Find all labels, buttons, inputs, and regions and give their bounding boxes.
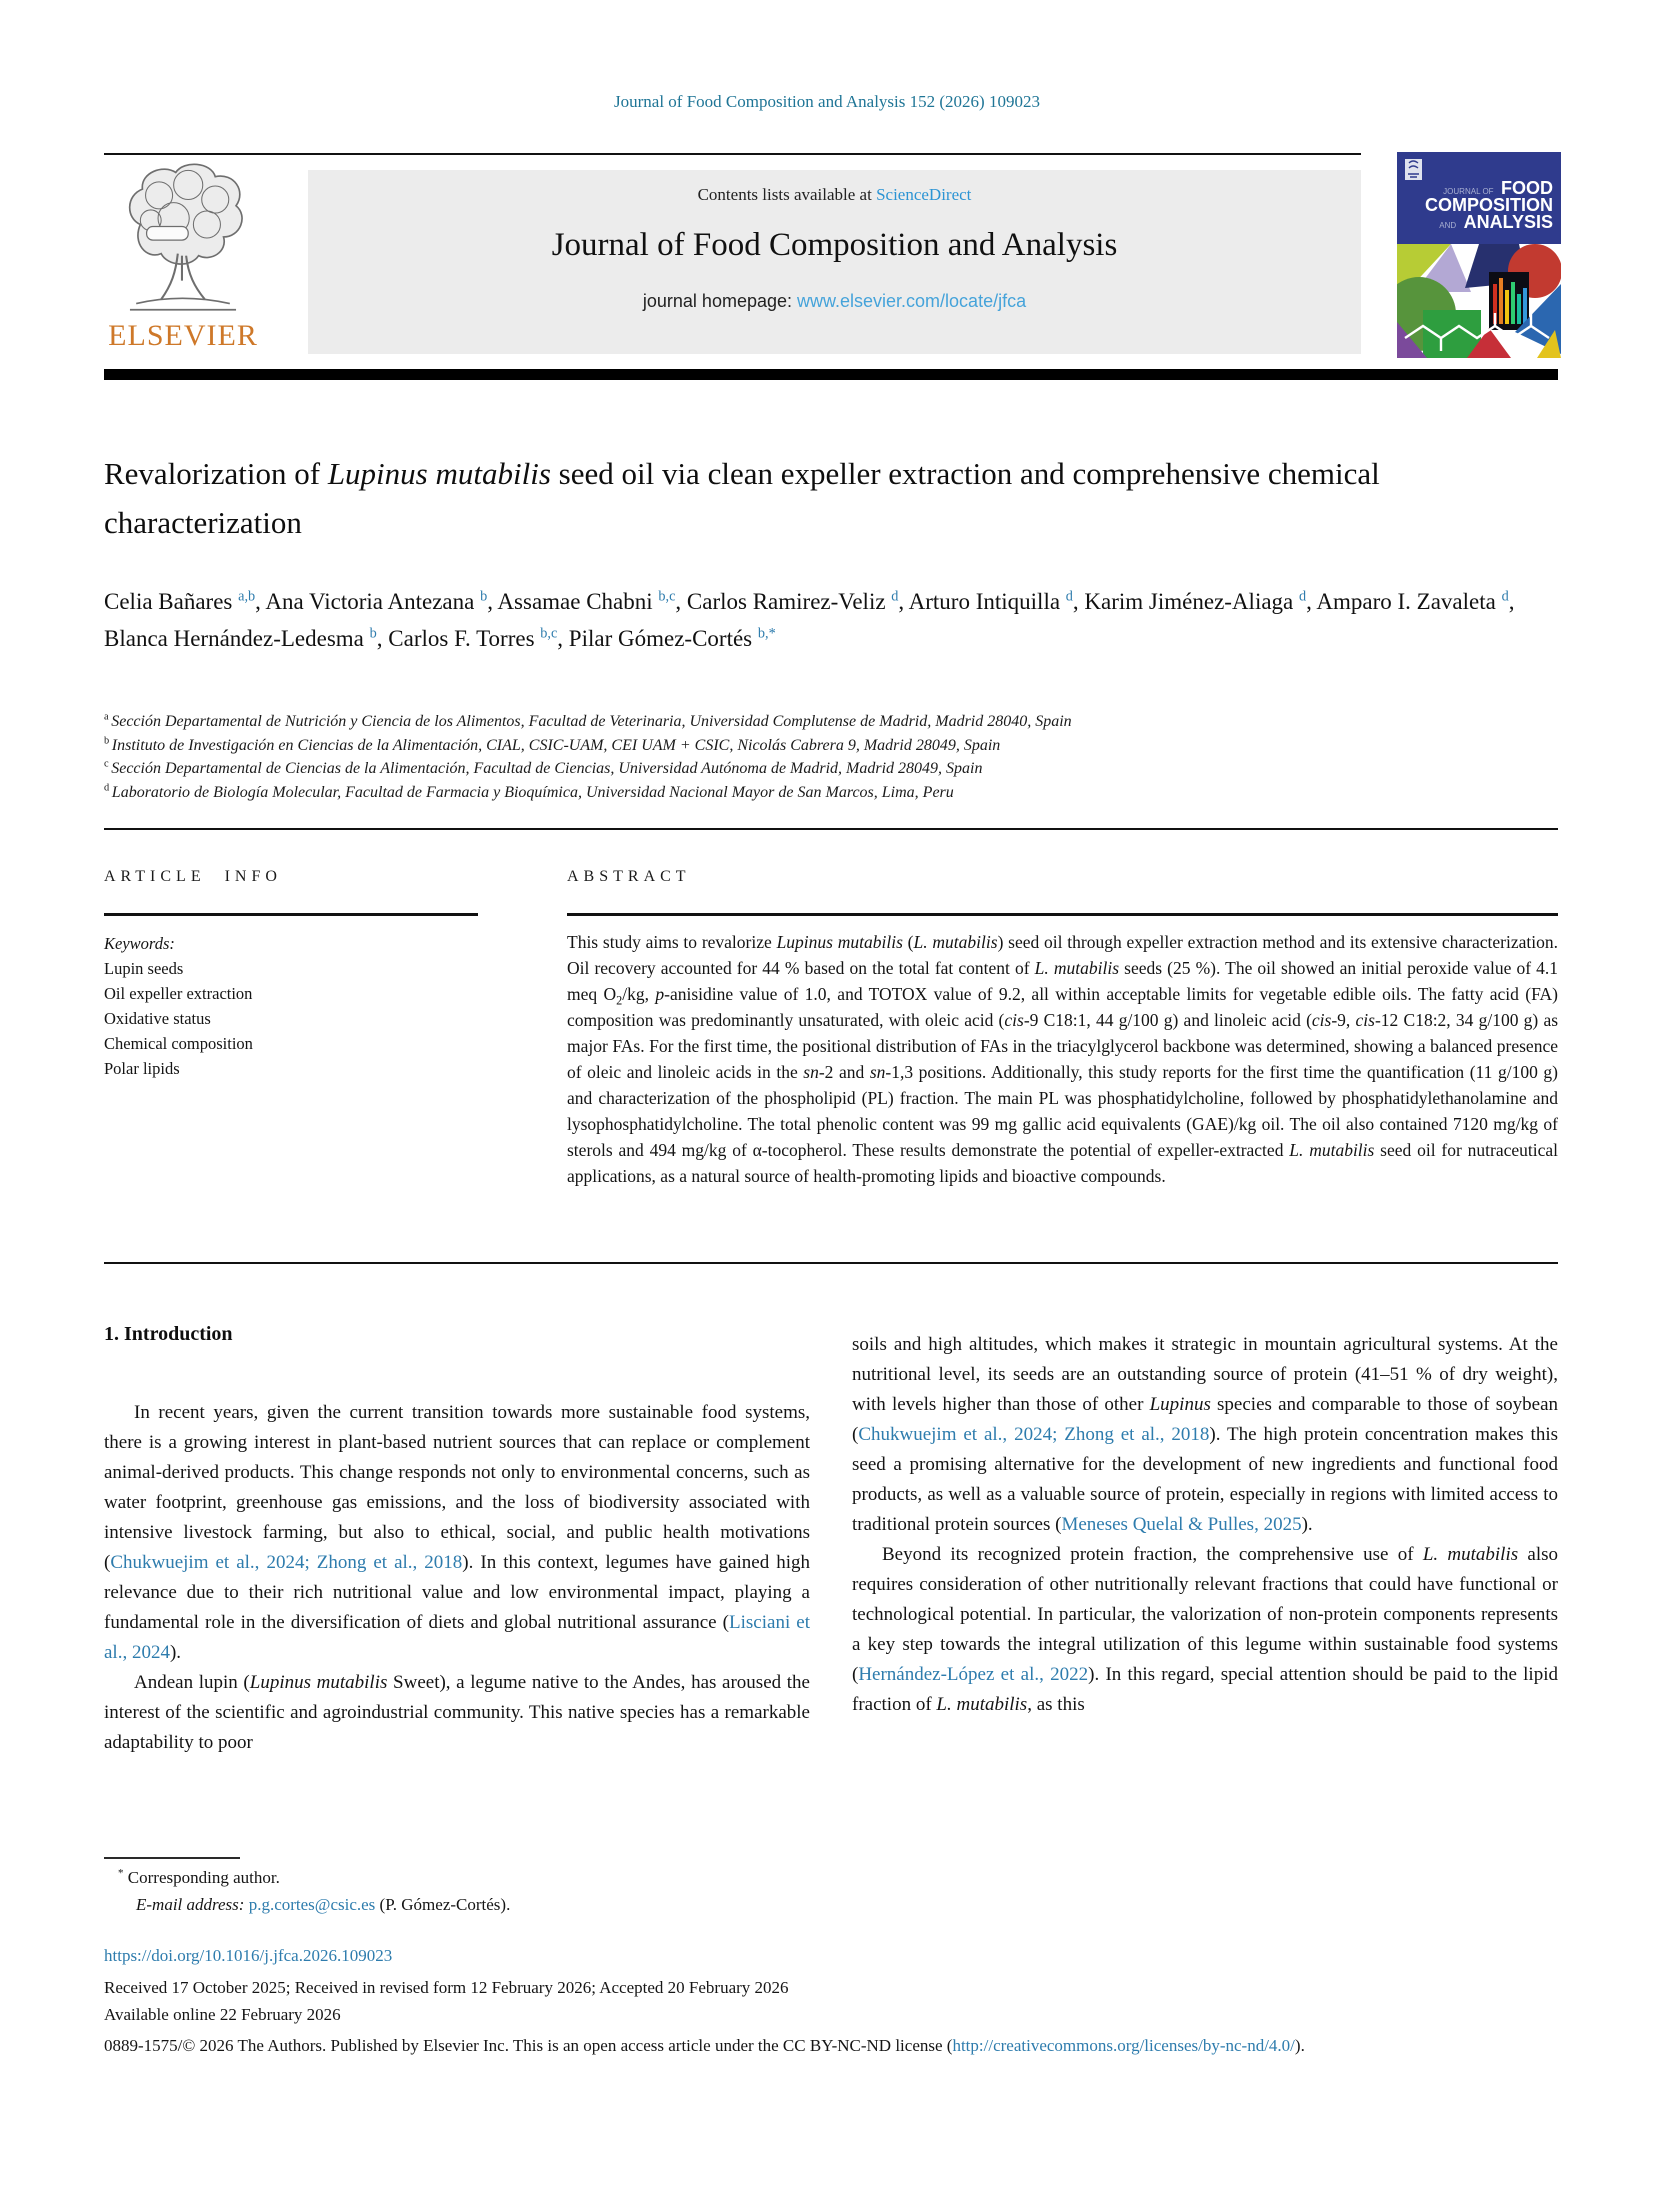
link[interactable]: p.g.cortes@csic.es [248, 1895, 376, 1914]
article-info-heading: ARTICLE INFO [104, 868, 282, 885]
abstract-heading: ABSTRACT [567, 868, 691, 885]
body-column-left [104, 1398, 810, 1758]
corresponding-author-email: E-mail address: p.g.cortes@csic.es (P. Gómez-Cortés). [136, 1895, 511, 1914]
journal-cover[interactable] [1397, 152, 1561, 358]
link[interactable]: http://creativecommons.org/licenses/by-nc-nd/4.0/ [952, 2036, 1295, 2055]
link[interactable]: Chukwuejim et al., 2024; Zhong et al., 2018 [110, 1552, 463, 1573]
affiliation-c: $^c$ Sección Departamental de Ciencias de la Alimentación, Facultad de Ciencias, Universidad Autónoma de Madrid, Madrid 28049, Spain [104, 758, 983, 777]
link[interactable]: Lisciani et al., 2024 [104, 1612, 811, 1663]
cover-analysis: ANALYSIS [1463, 212, 1553, 232]
svg-text:AND ANALYSIS [1439, 212, 1553, 232]
cover-composition: COMPOSITION [1424, 195, 1553, 215]
affiliation-a: $^a$ Sección Departamental de Nutrición y Ciencia de los Alimentos, Facultad de Veterinaria, Universidad Complutense de Madrid, Madrid 28040, Spain [104, 711, 1072, 730]
journal-homepage-link[interactable]: www.elsevier.com/locate/jfca [797, 291, 1027, 311]
contents-line [308, 170, 1361, 205]
intro-paragraph-2-continued: soils and high altitudes, which makes it strategic in mountain agricultural systems. At the nutritional level, its seeds are an outstanding source of protein (41–51 % of dry weight), with levels higher than those of other Lupinus species and comparable to those of soybean (Chukwuejim et al., 2024; Zhong et al., 2018). The high protein concentration makes this seed a promising alternative for the development of new ingredients and functional food products, as well as a valuable source of protein, especially in regions with limited access to traditional protein sources (Meneses Quelal & Pulles, 2025). [852, 1334, 1558, 1535]
affiliation-b: $^b$ Instituto de Investigación en Ciencias de la Alimentación, CIAL, CSIC-UAM, CEI UAM + CSIC, Nicolás Cabrera 9, Madrid 28049, Spain [104, 735, 1001, 754]
received-dates: Received 17 October 2025; Received in revised form 12 February 2026; Accepted 20 February 2026 [104, 1978, 789, 1997]
abstract-rule [567, 913, 1558, 916]
keyword-item: Oxidative status [104, 1009, 211, 1028]
affiliations [104, 710, 1558, 804]
keyword-item: Chemical composition [104, 1034, 253, 1053]
journal-banner [308, 170, 1361, 354]
abstract-bottom-rule [104, 1262, 1558, 1264]
header-top-rule [104, 153, 1361, 155]
affiliation-d: $^d$ Laboratorio de Biología Molecular, Facultad de Farmacia y Bioquímica, Universidad Nacional Mayor de San Marcos, Lima, Peru [104, 782, 954, 801]
cover-journal-of: JOURNAL OF [1443, 187, 1494, 196]
abstract-text: This study aims to revalorize Lupinus mutabilis (L. mutabilis) seed oil through expeller extraction method and its extensive characterization. Oil recovery accounted for 44 % based on the total fat content of L. mutabilis seeds (25 %). The oil showed an initial peroxide value of 4.1 meq $O_2/kg$, p-anisidine value of 1.0, and TOTOX value of 9.2, all within acceptable limits for vegetable edible oils. The fatty acid (FA) composition was predominantly unsaturated, with oleic acid (cis-9 C18:1, 44 g/100 g) and linoleic acid (cis-9, cis-12 C18:2, 34 g/100 g) as major FAs. For the first time, the positional distribution of FAs in the triacylglycerol backbone was determined, showing a balanced presence of oleic and linoleic acids in the sn-2 and sn-1,3 positions. Additionally, this study reports for the first time the quantification (11 g/100 g) and characterization of the phospholipid (PL) fraction. The main PL was phosphatidylcholine, followed by phosphatidylethanolamine and lysophosphatidylcholine. The total phenolic content was 99 mg gallic acid equivalents (GAE)/kg oil. The oil also contained 7120 mg/kg of sterols and 494 mg/kg of α-tocopherol. These results demonstrate the potential of expeller-extracted L. mutabilis seed oil for nutraceutical applications, as a natural source of health-promoting lipids and bioactive compounds. [567, 932, 1559, 1186]
link[interactable]: Meneses Quelal & Pulles, 2025 [1061, 1514, 1302, 1535]
elsevier-logo [98, 160, 268, 353]
intro-paragraph-2: Andean lupin (Lupinus mutabilis Sweet), a legume native to the Andes, has aroused the interest of the scientific and agroindustrial community. This native species has a remarkable adaptability to poor [104, 1672, 810, 1753]
cover-food: FOOD [1501, 178, 1553, 198]
keyword-item: Lupin seeds [104, 959, 184, 978]
elsevier-wordmark: ELSEVIER [108, 319, 258, 352]
keyword-item: Polar lipids [104, 1059, 180, 1078]
intro-paragraph-3: Beyond its recognized protein fraction, the comprehensive use of L. mutabilis also requires consideration of other nutritionally relevant fractions that could have functional or technological potential. In particular, the valorization of non-protein components represents a key step towards the integral utilization of this legume within sustainable food systems (Hernández-López et al., 2022). In this regard, special attention should be paid to the lipid fraction of L. mutabilis, as this [852, 1544, 1558, 1715]
footnote-rule [104, 1857, 240, 1859]
link[interactable]: https://doi.org/10.1016/j.jfca.2026.109023 [104, 1946, 393, 1965]
link[interactable]: Hernández-López et al., 2022 [858, 1664, 1089, 1685]
intro-paragraph-1: In recent years, given the current transition towards more sustainable food systems, there is a growing interest in plant-based nutrient sources that can replace or complement animal-derived products. This change responds not only to environmental concerns, such as water footprint, greenhouse gas emissions, and the loss of biodiversity associated with intensive livestock farming, but also to ethical, social, and public health motivations (Chukwuejim et al., 2024; Zhong et al., 2018). In this context, legumes have gained high relevance due to their rich nutritional value and low environmental impact, playing a fundamental role in the diversification of diets and global nutritional assurance (Lisciani et al., 2024). [104, 1402, 811, 1663]
header-divider-bar [104, 369, 1558, 380]
doi-line [104, 1946, 392, 1966]
elsevier-tree-icon [111, 160, 255, 316]
body-column-right [852, 1330, 1558, 1720]
author-list: Celia Bañares $^{a,b}$, Ana Victoria Antezana $^b$, Assamae Chabni $^{b,c}$, Carlos Ramirez-Veliz $^d$, Arturo Intiquilla $^d$, Karim Jiménez-Aliaga $^d$, Amparo I. Zavaleta $^d$, Blanca Hernández-Ledesma $^b$, Carlos F. Torres $^{b,c}$, Pilar Gómez-Cortés $^{b,*}$ [104, 588, 1515, 651]
journal-title: Journal of Food Composition and Analysis [551, 227, 1118, 263]
corresponding-author-note: * Corresponding author. [118, 1867, 280, 1887]
journal-cover-image [1397, 152, 1561, 358]
sciencedirect-link[interactable]: ScienceDirect [876, 185, 972, 204]
running-head-citation: Journal of Food Composition and Analysis 152 (2026) 109023 [614, 92, 1040, 111]
cover-and: AND [1439, 221, 1457, 230]
homepage-label: journal homepage: [642, 291, 797, 311]
article-info-column [104, 868, 478, 1081]
keywords-label: Keywords: [104, 934, 175, 953]
link[interactable]: Chukwuejim et al., 2024; Zhong et al., 2018 [858, 1424, 1210, 1445]
article-title: Revalorization of Lupinus mutabilis seed oil via clean expeller extraction and comprehensive chemical characterization [104, 456, 1380, 540]
available-online: Available online 22 February 2026 [104, 2005, 341, 2024]
info-abstract-top-rule [104, 828, 1558, 830]
homepage-line [308, 291, 1361, 312]
contents-prefix: Contents lists available at [697, 185, 877, 204]
keyword-item: Oil expeller extraction [104, 984, 253, 1003]
article-info-rule [104, 913, 478, 916]
issn-license-line: 0889-1575/© 2026 The Authors. Published by Elsevier Inc. This is an open access article under the CC BY-NC-ND license (http://creativecommons.org/licenses/by-nc-nd/4.0/). [104, 2036, 1305, 2055]
abstract-column [567, 868, 1558, 1189]
section-heading-introduction: 1. Introduction [104, 1323, 233, 1345]
